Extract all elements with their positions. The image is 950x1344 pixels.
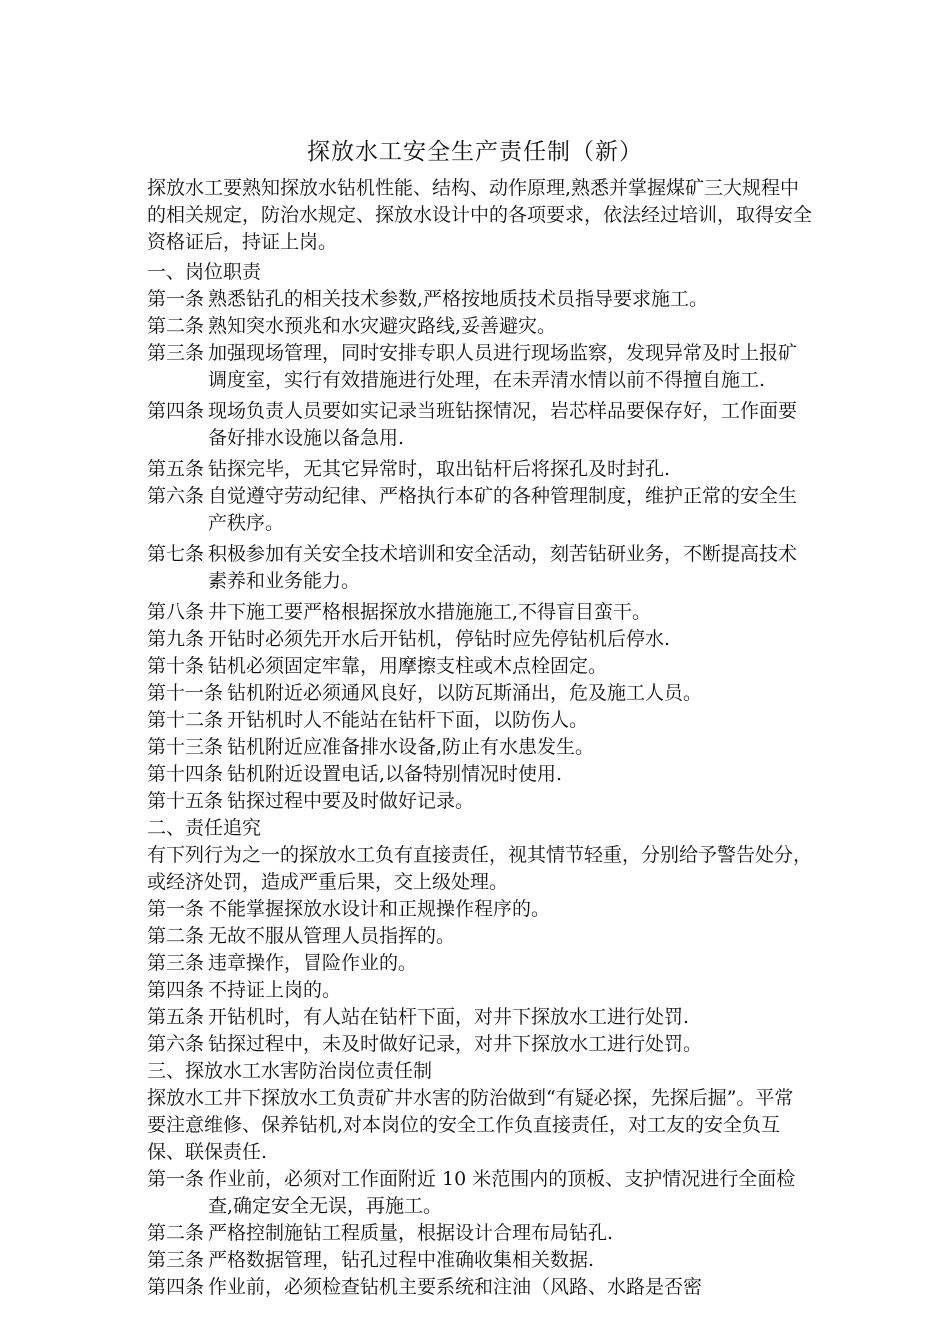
article-label: 第三条 (147, 952, 205, 974)
article-text: 加强现场管理，同时安排专职人员进行现场监察，发现异常及时上报矿调度室，实行有效措施进行处理，在未弄清水情以前不得擅自施工. (208, 342, 798, 391)
article-text: 开钻机时，有人站在钻杆下面，对井下探放水工进行处罚. (208, 1006, 690, 1028)
article-label: 第二条 (147, 315, 205, 337)
section-3 (147, 1058, 812, 1301)
article-label: 第四条 (147, 979, 205, 1001)
article-item (147, 313, 812, 340)
article-text: 开钻机时人不能站在钻杆下面，以防伤人。 (227, 709, 589, 731)
article-item (147, 1220, 812, 1247)
article-text: 钻机附近必须通风良好，以防瓦斯涌出，危及施工人员。 (227, 682, 703, 704)
article-list (147, 896, 812, 1058)
article-text: 作业前，必须检查钻机主要系统和注油（风路、水路是否密 (208, 1276, 703, 1298)
article-text: 钻探完毕，无其它异常时，取出钻杆后将探孔及时封孔. (208, 458, 671, 480)
article-label: 第十三条 (147, 736, 224, 758)
article-item (147, 626, 812, 653)
article-label: 第四条 (147, 1276, 205, 1298)
article-text: 不持证上岗的。 (208, 979, 342, 1001)
article-label: 第三条 (147, 342, 205, 364)
article-list (147, 286, 812, 815)
article-text: 熟知突水预兆和水灾避灾路线,妥善避灾。 (208, 315, 557, 337)
article-text: 钻机必须固定牢靠，用摩擦支柱或木点栓固定。 (208, 655, 608, 677)
article-item (147, 707, 812, 734)
article-item (147, 1166, 812, 1220)
article-item (147, 680, 812, 707)
article-text: 严格控制施钻工程质量，根据设计合理布局钻孔. (208, 1222, 614, 1244)
article-text: 井下施工要严格根据探放水措施施工,不得盲目蛮干。 (208, 601, 652, 623)
document-body (147, 175, 812, 1301)
article-text: 钻探过程中，未及时做好记录，对井下探放水工进行处罚。 (208, 1033, 703, 1055)
article-label: 第五条 (147, 458, 205, 480)
section-heading: 二、责任追究 (147, 817, 262, 839)
article-item (147, 1031, 812, 1058)
article-text: 不能掌握探放水设计和正规操作程序的。 (208, 898, 551, 920)
intro-paragraph: 探放水工要熟知探放水钻机性能、结构、动作原理,熟悉并掌握煤矿三大规程中的相关规定，防治水规定、探放水设计中的各项要求，依法经过培训，取得安全资格证后，持证上岗。 (147, 177, 813, 253)
section-intro: 探放水工井下探放水工负责矿井水害的防治做到“有疑必探，先探后掘”。平常要注意维修、保养钻机,对本岗位的安全工作负直接责任，对工友的安全负互保、联保责任. (147, 1087, 794, 1163)
article-label: 第八条 (147, 601, 205, 623)
article-text: 违章操作，冒险作业的。 (208, 952, 418, 974)
article-item (147, 896, 812, 923)
article-label: 第五条 (147, 1006, 205, 1028)
article-text: 现场负责人员要如实记录当班钻探情况，岩芯样品要保存好，工作面要备好排水设施以备急用. (208, 400, 798, 449)
article-label: 第九条 (147, 628, 205, 650)
article-label: 第七条 (147, 543, 205, 565)
article-text: 无故不服从管理人员指挥的。 (208, 925, 456, 947)
article-item (147, 977, 812, 1004)
article-label: 第十五条 (147, 790, 224, 812)
article-label: 第一条 (147, 1168, 205, 1190)
article-item (147, 950, 812, 977)
section-heading: 三、探放水工水害防治岗位责任制 (147, 1060, 433, 1082)
article-item (147, 286, 812, 313)
article-label: 第六条 (147, 485, 205, 507)
article-item (147, 483, 812, 537)
article-text: 钻机附近应准备排水设备,防止有水患发生。 (227, 736, 595, 758)
article-item (147, 599, 812, 626)
article-label: 第一条 (147, 898, 205, 920)
article-item (147, 923, 812, 950)
article-label: 第十二条 (147, 709, 224, 731)
article-label: 第十一条 (147, 682, 224, 704)
article-text: 熟悉钻孔的相关技术参数,严格按地质技术员指导要求施工。 (208, 288, 709, 310)
section-2 (147, 815, 812, 1058)
article-item (147, 653, 812, 680)
article-label: 第六条 (147, 1033, 205, 1055)
article-text: 作业前，必须对工作面附近 10 米范围内的顶板、支护情况进行全面检查,确定安全无误，再施工。 (208, 1168, 796, 1217)
section-1 (147, 259, 812, 815)
article-label: 第十四条 (147, 763, 224, 785)
section-heading: 一、岗位职责 (147, 261, 262, 283)
article-item (147, 340, 812, 394)
article-label: 第十条 (147, 655, 205, 677)
article-list (147, 1166, 812, 1301)
article-text: 严格数据管理，钻孔过程中准确收集相关数据. (208, 1249, 595, 1271)
article-item (147, 761, 812, 788)
article-label: 第二条 (147, 925, 205, 947)
article-text: 积极参加有关安全技术培训和安全活动，刻苦钻研业务，不断提高技术素养和业务能力。 (208, 543, 798, 592)
article-item (147, 734, 812, 761)
article-text: 开钻时必须先开水后开钻机，停钻时应先停钻机后停水. (208, 628, 671, 650)
article-text: 钻探过程中要及时做好记录。 (227, 790, 475, 812)
article-item (147, 788, 812, 815)
article-item (147, 1247, 812, 1274)
article-label: 第一条 (147, 288, 205, 310)
article-item (147, 456, 812, 483)
article-item (147, 398, 812, 452)
document-title: 探放水工安全生产责任制（新） (307, 139, 643, 165)
article-text: 自觉遵守劳动纪律、严格执行本矿的各种管理制度，维护正常的安全生产秩序。 (208, 485, 798, 534)
article-label: 第二条 (147, 1222, 205, 1244)
section-intro: 有下列行为之一的探放水工负有直接责任，视其情节轻重，分别给予警告处分，或经济处罚，造成严重后果，交上级处理。 (147, 844, 813, 893)
article-label: 第三条 (147, 1249, 205, 1271)
article-label: 第四条 (147, 400, 205, 422)
article-item (147, 1274, 812, 1301)
article-text: 钻机附近设置电话,以备特别情况时使用. (227, 763, 563, 785)
article-item (147, 1004, 812, 1031)
article-item (147, 541, 812, 595)
